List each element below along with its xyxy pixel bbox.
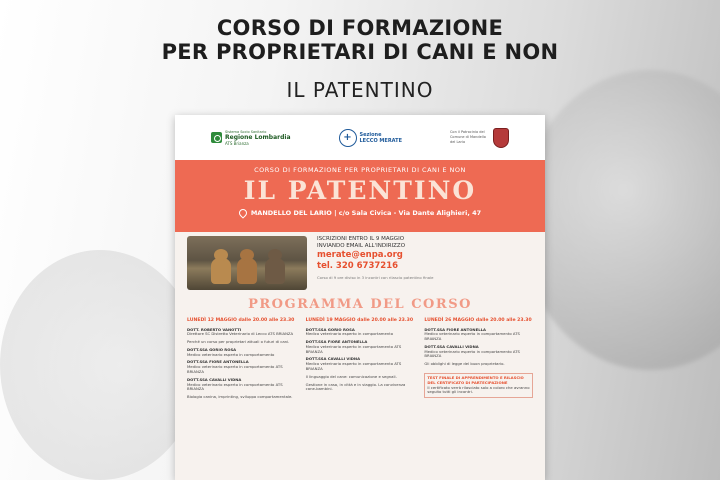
speaker-name: DOTT.SSA GORIO ROSA	[187, 346, 237, 352]
puppy-3	[265, 258, 285, 284]
program-title: PROGRAMMA DEL CORSO	[248, 297, 472, 312]
comune-text: Con il Patrocinio del Comune di Mandello del Lario	[449, 130, 486, 144]
lombardia-ats-text: ATS Brianza	[225, 140, 249, 146]
final-test-title: TEST FINALE DI APPRENDIMENTO E RILASCIO DEL CERTIFICATO DI PARTECIPAZIONE	[427, 375, 524, 385]
session-text: Biologia canina, imprinting, sviluppo comportamentale.	[187, 394, 293, 400]
poster-banner	[175, 160, 545, 232]
poster-middle	[175, 232, 545, 296]
headline-line-1: CORSO DI FORMAZIONE	[216, 16, 504, 40]
background-shadow	[0, 250, 200, 480]
comune-logo	[450, 128, 509, 148]
enpa-cross-icon: +	[339, 129, 357, 147]
location-text: MANDELLO DEL LARIO | c/o Sala Civica - Via Dante Alighieri, 47	[250, 209, 482, 217]
enroll-line-2: INVIANDO EMAIL ALL'INDIRIZZO	[317, 243, 406, 249]
day-date: LUNEDÌ 12 MAGGIO dalle 20.00 alle 23.30	[187, 318, 295, 323]
headline-line-2: PER PROPRIETARI DI CANI E NON	[161, 40, 559, 64]
background-dog-paw	[520, 70, 720, 370]
program-day-2	[306, 318, 415, 403]
regione-lombardia-logo	[211, 129, 291, 147]
enrollment-info	[317, 236, 433, 292]
page-subtitle: IL PATENTINO	[286, 78, 434, 102]
course-poster	[175, 115, 545, 480]
speaker-role: Direttore SC Distretto Veterinario di Lecco ATS BRIANZA	[187, 331, 294, 337]
banner-location	[175, 209, 545, 217]
speaker-name: DOTT. ROBERTO VANOTTI	[187, 326, 242, 332]
speaker-role: Medico veterinario esperto in comportamento ATS BRIANZA	[424, 331, 520, 342]
speaker-name: DOTT.SSA CAVALLI VIDNA	[187, 376, 242, 382]
speaker-role: Medico veterinario esperto in comportamento ATS BRIANZA	[305, 361, 402, 372]
enroll-line-1: ISCRIZIONI ENTRO IL 9 MAGGIO	[317, 236, 405, 242]
puppies-photo	[187, 236, 307, 290]
speaker-role: Medico veterinario esperto in comportamento ATS BRIANZA	[187, 381, 283, 392]
speaker-role: Medico veterinario esperto in comportamento	[305, 331, 394, 337]
page-headline	[0, 16, 720, 64]
enpa-name: Sezione	[359, 131, 382, 138]
final-test-box	[424, 373, 533, 398]
speaker-name: DOTT.SSA GORIO ROSA	[305, 326, 355, 332]
enroll-note: Corso di 9 ore diviso in 3 incontri con rilascio patentino finale	[317, 275, 434, 280]
comune-crest-icon	[493, 128, 509, 148]
speaker-role: Medico veterinario esperto in comportamento ATS BRIANZA	[187, 364, 283, 375]
lombardia-small-text: Sistema Socio Sanitario	[225, 129, 267, 134]
speaker-role: Medico veterinario esperto in comportamento ATS BRIANZA	[424, 348, 520, 359]
speaker-name: DOTT.SSA FIORE ANTONELLA	[424, 326, 486, 332]
day-date: LUNEDÌ 19 MAGGIO dalle 20.00 alle 23.30	[305, 318, 414, 323]
lombardia-main-text: Regione Lombardia	[225, 133, 291, 141]
session-text: Il linguaggio del cane: comunicazione e segnali.	[305, 373, 397, 379]
program-day-1	[187, 318, 296, 403]
banner-subtitle: CORSO DI FORMAZIONE PER PROPRIETARI DI CANI E NON	[254, 166, 466, 174]
program-columns	[175, 312, 545, 403]
speaker-name: DOTT.SSA CAVALLI VIDNA	[305, 356, 361, 362]
session-text: Perché un corso per proprietari attuali o futuri di cani.	[187, 339, 290, 345]
speaker-role: Medico veterinario esperto in comportamento ATS BRIANZA	[305, 343, 402, 354]
enpa-logo	[339, 129, 402, 147]
puppy-2	[237, 258, 257, 284]
puppy-1	[211, 258, 231, 284]
enpa-sub: LECCO MERATE	[359, 137, 402, 144]
session-text: Gli obblighi di legge del buon proprietario.	[424, 361, 505, 367]
speaker-name: DOTT.SSA FIORE ANTONELLA	[187, 359, 249, 365]
lombardia-icon	[211, 132, 222, 143]
speaker-name: DOTT.SSA CAVALLI VIDNA	[424, 343, 479, 349]
final-test-text: Il certificato verrà rilasciato solo a coloro che avranno seguito tutti gli incontri.	[427, 384, 530, 395]
enroll-email: merate@enpa.org	[317, 250, 403, 260]
location-pin-icon	[237, 207, 248, 218]
poster-logo-bar	[175, 115, 545, 160]
session-text: Gestione in casa, in città e in viaggio. La convivenza cane-bambini.	[305, 381, 406, 392]
banner-title: IL PATENTINO	[243, 176, 477, 205]
speaker-role: Medico veterinario esperto in comportamento	[187, 351, 275, 357]
enroll-phone: tel. 320 6737216	[317, 261, 399, 271]
day-date: LUNEDÌ 26 MAGGIO dalle 20.00 alle 23.30	[424, 318, 532, 323]
program-day-3	[424, 318, 533, 403]
speaker-name: DOTT.SSA FIORE ANTONELLA	[305, 339, 368, 345]
